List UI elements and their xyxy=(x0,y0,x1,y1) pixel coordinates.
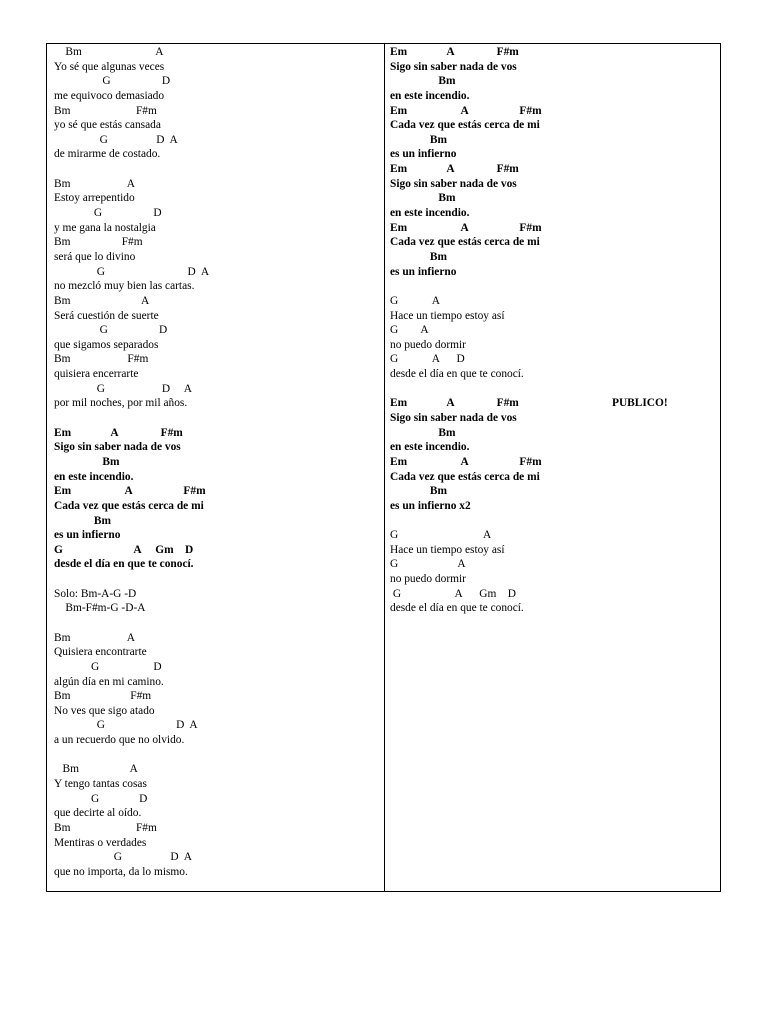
lyric-text: que no importa, da lo mismo. xyxy=(54,865,188,878)
right-line xyxy=(390,543,720,558)
left-line xyxy=(54,382,384,397)
left-line xyxy=(54,323,384,338)
right-line xyxy=(390,426,720,441)
lyric-text: Bm xyxy=(390,250,447,263)
lyric-text: Estoy arrepentido xyxy=(54,192,135,205)
right-line xyxy=(390,250,720,265)
left-line xyxy=(54,631,384,646)
lyric-text: Sigo sin saber nada de vos xyxy=(390,177,517,190)
right-line xyxy=(390,89,720,104)
lyric-text: Sigo sin saber nada de vos xyxy=(54,441,181,454)
lyric-text: Yo sé que algunas veces xyxy=(54,60,165,73)
right-line xyxy=(390,557,720,572)
lyric-text: en este incendio. xyxy=(390,207,470,220)
lyric-text: en este incendio. xyxy=(390,89,470,102)
left-line xyxy=(54,557,384,572)
left-line xyxy=(54,748,384,763)
left-line xyxy=(54,587,384,602)
left-line xyxy=(54,367,384,382)
left-line xyxy=(54,850,384,865)
lyric-text: G A Gm D xyxy=(390,587,516,600)
lyric-text: Em A F#m xyxy=(54,426,183,439)
left-line xyxy=(54,147,384,162)
left-line xyxy=(54,60,384,75)
left-line xyxy=(54,470,384,485)
right-line xyxy=(390,279,720,294)
lyric-text: Bm A xyxy=(54,46,164,58)
lyric-text: en este incendio. xyxy=(54,470,134,483)
lyric-text: G D xyxy=(54,792,148,805)
lyric-text: Y tengo tantas cosas xyxy=(54,778,147,791)
left-line xyxy=(54,338,384,353)
lyric-text: Bm F#m xyxy=(54,821,157,834)
lyric-text: Em A F#m xyxy=(390,397,519,410)
lyric-text: Em A F#m xyxy=(54,485,206,498)
left-line xyxy=(54,733,384,748)
lyric-text: G D A xyxy=(54,719,198,732)
lyric-text: Bm F#m xyxy=(54,353,149,366)
lyric-text: G A xyxy=(390,529,492,542)
left-line xyxy=(54,177,384,192)
lyric-text: no puedo dormir xyxy=(390,573,466,586)
left-line xyxy=(54,616,384,631)
lyric-text: Mentiras o verdades xyxy=(54,836,147,849)
lyric-text: en este incendio. xyxy=(390,441,470,454)
lyric-text: que decirte al oído. xyxy=(54,807,142,820)
lyric-text: es un infierno xyxy=(390,265,457,278)
left-line xyxy=(54,440,384,455)
left-line xyxy=(54,601,384,616)
lyric-text: Bm-F#m-G -D-A xyxy=(54,602,146,615)
right-line xyxy=(390,104,720,119)
right-line xyxy=(390,352,720,367)
left-line xyxy=(54,133,384,148)
lyric-text: Bm A xyxy=(54,177,136,190)
right-line xyxy=(390,382,720,397)
right-line xyxy=(390,265,720,280)
lyric-text: Bm F#m xyxy=(54,236,143,249)
left-line xyxy=(54,865,384,880)
left-line xyxy=(54,806,384,821)
right-line xyxy=(390,191,720,206)
right-line xyxy=(390,440,720,455)
lyric-text: Bm xyxy=(390,75,456,88)
lyric-text: G A xyxy=(390,558,466,571)
left-line xyxy=(54,660,384,675)
lyric-text: Bm xyxy=(390,192,456,205)
right-line xyxy=(390,514,720,529)
lyric-text: Cada vez que estás cerca de mi xyxy=(390,470,540,483)
lyric-text: desde el día en que te conocí. xyxy=(54,558,194,571)
left-line xyxy=(54,572,384,587)
lyric-text: Quisiera encontrarte xyxy=(54,646,147,659)
lyric-text: Bm xyxy=(390,426,456,439)
left-line xyxy=(54,45,384,60)
lyrics-column-right xyxy=(385,44,720,891)
lyric-text: no mezcló muy bien las cartas. xyxy=(54,280,195,293)
left-line xyxy=(54,718,384,733)
lyric-text: Hace un tiempo estoy así xyxy=(390,309,505,322)
right-line xyxy=(390,133,720,148)
lyric-text: Bm xyxy=(390,133,447,146)
left-line xyxy=(54,221,384,236)
right-line xyxy=(390,587,720,602)
left-line xyxy=(54,294,384,309)
lyric-text: es un infierno xyxy=(390,148,457,161)
left-line xyxy=(54,528,384,543)
lyric-text: Cada vez que estás cerca de mi xyxy=(54,499,204,512)
lyric-text: G D xyxy=(54,207,162,220)
left-line xyxy=(54,118,384,133)
right-line xyxy=(390,338,720,353)
right-line xyxy=(390,45,720,60)
left-line xyxy=(54,543,384,558)
left-line xyxy=(54,352,384,367)
lyric-text: G A Gm D xyxy=(54,543,194,556)
left-line xyxy=(54,74,384,89)
lyric-text: Solo: Bm-A-G -D xyxy=(54,587,137,600)
right-line xyxy=(390,396,720,411)
right-line xyxy=(390,470,720,485)
lyric-text: es un infierno xyxy=(54,529,121,542)
left-line xyxy=(54,704,384,719)
left-line xyxy=(54,645,384,660)
lyric-text: Bm xyxy=(54,514,111,527)
lyric-text: algún día en mi camino. xyxy=(54,675,164,688)
lyric-text: desde el día en que te conocí. xyxy=(390,602,524,615)
left-line xyxy=(54,762,384,777)
lyric-text: Cada vez que estás cerca de mi xyxy=(390,119,540,132)
lyric-text: Hace un tiempo estoy así xyxy=(390,543,505,556)
right-line xyxy=(390,74,720,89)
left-line xyxy=(54,499,384,514)
lyric-text: Bm A xyxy=(54,294,150,307)
right-line xyxy=(390,528,720,543)
lyric-text: Sigo sin saber nada de vos xyxy=(390,412,517,425)
lyric-text: y me gana la nostalgia xyxy=(54,221,156,234)
left-line xyxy=(54,162,384,177)
right-line xyxy=(390,177,720,192)
right-line xyxy=(390,323,720,338)
right-line xyxy=(390,118,720,133)
lyric-text: Em A F#m xyxy=(390,46,519,58)
right-line xyxy=(390,147,720,162)
lyric-text: Bm xyxy=(54,455,120,468)
left-line xyxy=(54,411,384,426)
left-line xyxy=(54,455,384,470)
lyric-text: G D xyxy=(54,75,171,88)
right-line xyxy=(390,206,720,221)
lyric-text: G D A xyxy=(54,265,210,278)
right-line xyxy=(390,162,720,177)
lyric-text: G A xyxy=(390,324,429,337)
left-line xyxy=(54,265,384,280)
left-line xyxy=(54,235,384,250)
right-line xyxy=(390,411,720,426)
left-line xyxy=(54,514,384,529)
left-line xyxy=(54,484,384,499)
lyric-text: G D xyxy=(54,660,162,673)
lyric-text: desde el día en que te conocí. xyxy=(390,368,524,381)
right-line xyxy=(390,294,720,309)
lyric-text: Bm F#m xyxy=(54,690,152,703)
lyric-text: no puedo dormir xyxy=(390,338,466,351)
lyric-text: Será cuestión de suerte xyxy=(54,309,159,322)
left-line xyxy=(54,191,384,206)
lyric-text: G D A xyxy=(54,851,192,864)
lyric-text: G A D xyxy=(390,353,465,366)
left-line xyxy=(54,675,384,690)
lyric-text: por mil noches, por mil años. xyxy=(54,397,188,410)
lyric-text: G D A xyxy=(54,382,192,395)
right-line xyxy=(390,455,720,470)
left-line xyxy=(54,821,384,836)
right-line xyxy=(390,235,720,250)
left-line xyxy=(54,777,384,792)
lyric-text: Sigo sin saber nada de vos xyxy=(390,60,517,73)
lyric-text: quisiera encerrarte xyxy=(54,368,139,381)
lyric-text: Bm A xyxy=(54,763,138,776)
lyric-text: a un recuerdo que no olvido. xyxy=(54,734,185,747)
right-line xyxy=(390,309,720,324)
lyrics-sheet xyxy=(46,43,721,892)
lyric-text: de mirarme de costado. xyxy=(54,148,161,161)
left-line xyxy=(54,792,384,807)
lyric-text: Cada vez que estás cerca de mi xyxy=(390,236,540,249)
left-line xyxy=(54,836,384,851)
left-line xyxy=(54,309,384,324)
lyric-text: que sigamos separados xyxy=(54,338,159,351)
lyric-text: Em A F#m xyxy=(390,221,542,234)
right-line xyxy=(390,367,720,382)
left-line xyxy=(54,89,384,104)
right-line xyxy=(390,221,720,236)
lyric-text: Em A F#m xyxy=(390,104,542,117)
left-line xyxy=(54,250,384,265)
left-line xyxy=(54,396,384,411)
lyric-text: yo sé que estás cansada xyxy=(54,119,161,132)
lyric-text: es un infierno x2 xyxy=(390,499,471,512)
lyric-text: Em A F#m xyxy=(390,455,542,468)
left-line xyxy=(54,689,384,704)
right-line xyxy=(390,601,720,616)
left-line xyxy=(54,426,384,441)
left-line xyxy=(54,206,384,221)
right-line xyxy=(390,60,720,75)
lyrics-column-left xyxy=(47,44,385,891)
lyric-text: Em A F#m xyxy=(390,163,519,176)
lyric-text: Bm A xyxy=(54,631,136,644)
lyric-text: G D A xyxy=(54,133,178,146)
publico-note: PUBLICO! xyxy=(612,397,668,410)
right-line xyxy=(390,484,720,499)
left-line xyxy=(54,279,384,294)
lyric-text: G D xyxy=(54,324,168,337)
lyric-text: Bm xyxy=(390,485,447,498)
lyric-text: me equivoco demasiado xyxy=(54,89,165,102)
lyric-text: G A xyxy=(390,294,440,307)
right-line xyxy=(390,499,720,514)
lyric-text: será que lo divino xyxy=(54,250,136,263)
left-line xyxy=(54,104,384,119)
right-line xyxy=(390,572,720,587)
lyric-text: No ves que sigo atado xyxy=(54,704,155,717)
lyric-text: Bm F#m xyxy=(54,104,157,117)
